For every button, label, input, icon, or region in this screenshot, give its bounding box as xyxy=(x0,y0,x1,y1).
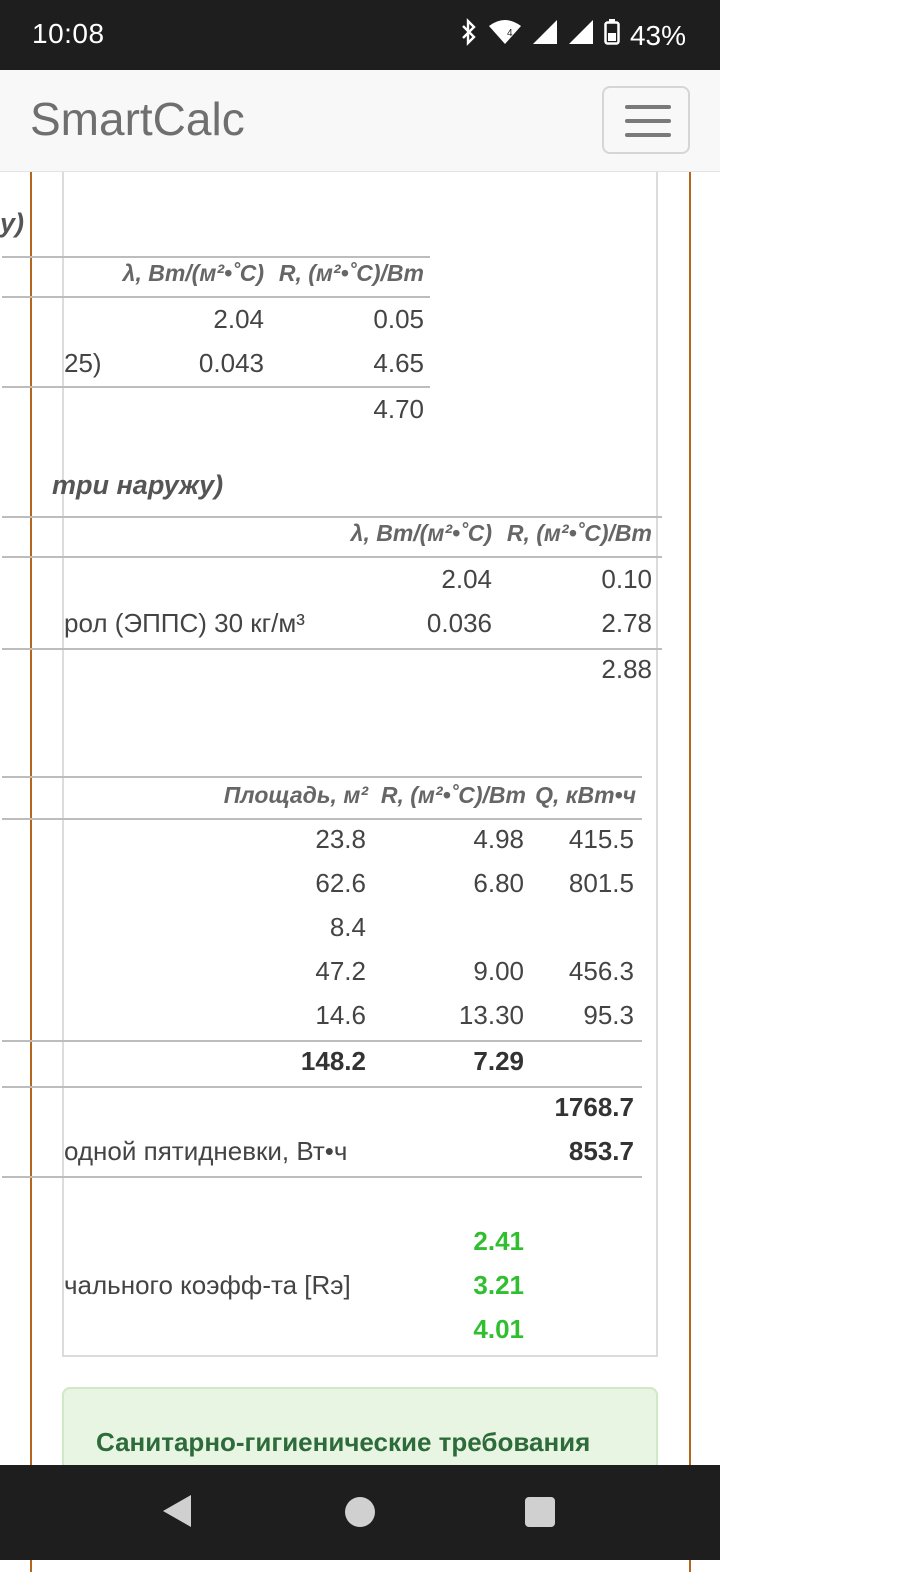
section1-row2-lambda: 0.043 xyxy=(198,348,264,378)
section3-col-r: R, (м²•˚С)/Вт xyxy=(380,782,526,808)
section1-row2-name: 25) xyxy=(64,348,102,378)
section3-top-rule xyxy=(2,776,642,778)
section3-row5-area: 14.6 xyxy=(315,1000,366,1030)
battery-icon xyxy=(604,19,620,52)
section2-top-rule xyxy=(2,516,662,518)
section3-col-q: Q, кВт•ч xyxy=(535,782,636,808)
status-bar xyxy=(0,0,720,70)
wifi-icon xyxy=(488,19,522,52)
section1-col-r: R, (м²•˚С)/Вт xyxy=(278,260,424,286)
section2-row1-r: 0.10 xyxy=(601,564,652,594)
section3-sum-q: 1768.7 xyxy=(554,1092,634,1122)
section3-row2-q: 801.5 xyxy=(568,868,634,898)
home-icon[interactable] xyxy=(345,1497,375,1527)
section4-value2: 3.21 xyxy=(473,1270,524,1300)
section3-row2-r: 6.80 xyxy=(473,868,524,898)
section2-row2-r: 2.78 xyxy=(601,608,652,638)
app-navbar xyxy=(0,70,720,172)
section3-total-rule xyxy=(2,1040,642,1042)
section3-five-day-value: 853.7 xyxy=(568,1136,634,1166)
status-time: 10:08 xyxy=(32,18,105,49)
section3-row5-r: 13.30 xyxy=(458,1000,524,1030)
section1-heading: у) xyxy=(0,208,25,238)
menu-toggle-button[interactable] xyxy=(602,86,690,154)
section1-row2-r: 4.65 xyxy=(373,348,424,378)
alert-title: Санитарно-гигиенические требования xyxy=(96,1427,591,1457)
section1-col-lambda: λ, Вт/(м²•˚С) xyxy=(122,260,264,286)
section3-bottom-rule xyxy=(2,1176,642,1178)
section2-row2-name: рол (ЭППС) 30 кг/м³ xyxy=(64,608,305,638)
system-nav-bar xyxy=(0,1465,720,1560)
section2-heading: три наружу) xyxy=(52,470,224,500)
section3-row4-q: 456.3 xyxy=(568,956,634,986)
section2-header-rule xyxy=(2,556,662,558)
section3-row5-q: 95.3 xyxy=(583,1000,634,1030)
bluetooth-icon xyxy=(460,18,478,53)
section3-total-r: 7.29 xyxy=(473,1046,524,1076)
section3-header-rule xyxy=(2,818,642,820)
section1-total-rule xyxy=(2,386,430,388)
signal-icon-2 xyxy=(568,19,594,52)
section3-col-area: Площадь, м² xyxy=(223,782,368,808)
section2-total-rule xyxy=(2,648,662,650)
section2-total-r: 2.88 xyxy=(601,654,652,684)
section3-row1-r: 4.98 xyxy=(473,824,524,854)
recents-icon[interactable] xyxy=(525,1497,555,1527)
section1-header-rule xyxy=(2,296,430,298)
section2-row1-lambda: 2.04 xyxy=(441,564,492,594)
section4-value1: 2.41 xyxy=(473,1226,524,1256)
signal-icon xyxy=(532,19,558,52)
section4-value3: 4.01 xyxy=(473,1314,524,1344)
brand-logo[interactable]: SmartCalc xyxy=(30,93,245,145)
page-content[interactable] xyxy=(0,172,720,1465)
section1-top-rule xyxy=(2,256,430,258)
section3-row1-area: 23.8 xyxy=(315,824,366,854)
section3-sum-rule xyxy=(2,1086,642,1088)
section2-row2-lambda: 0.036 xyxy=(426,608,492,638)
section2-col-lambda: λ, Вт/(м²•˚С) xyxy=(350,520,492,546)
svg-text:4: 4 xyxy=(506,28,513,39)
section3-total-area: 148.2 xyxy=(300,1046,366,1076)
status-icons xyxy=(460,18,686,53)
battery-percent: 43% xyxy=(629,19,686,51)
section3-row4-area: 47.2 xyxy=(315,956,366,986)
section3-row4-r: 9.00 xyxy=(473,956,524,986)
section4-label2: чального коэфф-та [Rэ] xyxy=(64,1270,351,1300)
back-icon[interactable] xyxy=(163,1495,191,1527)
section2-col-r: R, (м²•˚С)/Вт xyxy=(506,520,652,546)
section1-row1-r: 0.05 xyxy=(373,304,424,334)
section3-row2-area: 62.6 xyxy=(315,868,366,898)
section3-row3-area: 8.4 xyxy=(329,912,366,942)
section1-row1-lambda: 2.04 xyxy=(213,304,264,334)
section1-total-r: 4.70 xyxy=(373,394,424,424)
section3-row1-q: 415.5 xyxy=(568,824,634,854)
results-card xyxy=(0,172,658,1357)
section3-five-day-label: одной пятидневки, Вт•ч xyxy=(64,1136,348,1166)
